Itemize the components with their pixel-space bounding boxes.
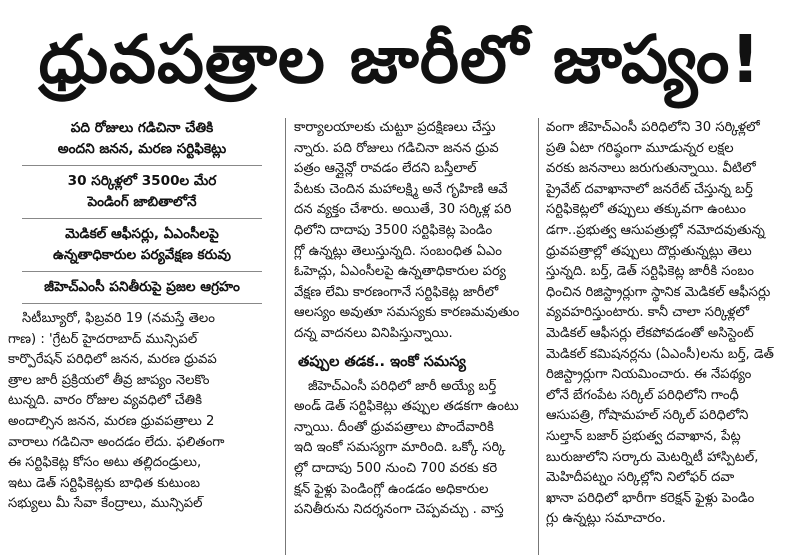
body-line: ధించిన రిజిస్ట్రార్లుగా స్థానిక మెడికల్ ఆఫీసర్లు bbox=[546, 284, 771, 300]
body-line: వేక్షణ లేమి కారణంగానే సర్టిఫికెట్ల జారీలో bbox=[294, 284, 499, 300]
deck-line: పది రోజులు గడిచినా చేతికి bbox=[70, 120, 214, 136]
body-line: ఖానా పరిధిలో భారీగా కరెక్షన్ ఫైళ్లు పెండిం bbox=[546, 490, 755, 506]
deck-separator bbox=[22, 218, 262, 219]
body-line: కార్యాలయాలకు చుట్టూ ప్రదక్షిణలు చేస్తు bbox=[294, 120, 496, 135]
body-line: సర్టిఫికెట్లలో తప్పులు తక్కువగా ఉంటుం bbox=[546, 202, 746, 218]
deck-separator bbox=[22, 165, 262, 166]
column-divider bbox=[538, 118, 539, 555]
body-line: ప్రైవేట్ దవాఖానాలో జనరేట్ చేస్తున్న బర్త్ bbox=[546, 181, 753, 197]
body-line: సుల్తాన్ బజార్ ప్రభుత్వ దవాఖాన, పేట్ల bbox=[546, 428, 741, 444]
body-line: కార్పొరేషన్ పరిధిలో జనన, మరణ ధ్రువప bbox=[8, 352, 217, 368]
body-line: వ్యవహరిస్తుంటారు. కానీ చాలా సర్కిళ్లలో bbox=[546, 305, 750, 321]
body-line: సభ్యులు మీ సేవా కేంద్రాలు, మున్సిపల్ bbox=[8, 496, 203, 512]
deck-line: అందని జనన, మరణ సర్టిఫికెట్లు bbox=[57, 141, 227, 157]
body-line: గ్లు ఉన్నట్లు సమాచారం. bbox=[546, 511, 666, 527]
body-line: మెడికల్ ఆఫీసర్లు లేకపోవడంతో అసిస్టెంట్ bbox=[546, 325, 754, 341]
body-line: గాణ) : 'గ్రేటర్ హైదరాబాద్ మున్సిపల్ bbox=[8, 331, 198, 347]
body-line: ఆసుపత్రి, గోషామహల్ సర్కిల్ పరిధిలోని bbox=[546, 408, 749, 424]
body-line: ఓహెచ్లు, ఏఎంసీలపై ఉన్నతాధికారుల పర్య bbox=[294, 264, 506, 280]
body-line: ఇది ఇంకో సమస్యగా మారింది. ఒక్కో సర్కి bbox=[294, 440, 506, 456]
body-line: సిటీబ్యూరో, ఫిబ్రవరి 19 (నమస్తే తెలం bbox=[22, 311, 215, 326]
body-line: లోనే బేగంపేట సర్కిల్ పరిధిలోని గాంధీ bbox=[546, 387, 739, 403]
body-line: న్నారు. పది రోజులు గడిచినా జనన ధ్రువ bbox=[294, 140, 499, 156]
body-line: ఆలస్యం అవుతూ సమస్యకు కారణమవుతుం bbox=[294, 305, 520, 321]
body-line: జీహెచ్ఎంసీ పరిధిలో జారీ అయ్యే బర్త్ bbox=[308, 378, 497, 394]
body-line: వారాలు గడిచినా అందడం లేదు. ఫలితంగా bbox=[8, 434, 225, 450]
body-line: దన్న వాదనలు వినిపిస్తున్నాయి. bbox=[294, 325, 453, 341]
body-line: పేటకు చెందిన మహాలక్ష్మి అనే గృహిణి ఆవే bbox=[294, 181, 508, 197]
body-line: దన వ్యక్తం చేశారు. అయితే, 30 సర్కిళ్ల పరి bbox=[294, 202, 512, 218]
body-line: త్రాల జారీ ప్రక్రియలో తీవ్ర జాప్యం నెలకొం bbox=[8, 372, 210, 388]
body-line: పనితీరును నిదర్శనంగా చెప్పవచ్చు . వాస్త bbox=[294, 502, 504, 518]
body-line: పత్రం ఆన్లైన్లో రావడం లేదని బస్తీలాల్ bbox=[294, 161, 477, 177]
body-line: రిజిస్ట్రార్లుగా నియమించారు. ఈ నేపథ్యం bbox=[546, 367, 752, 383]
body-line: ఇటు డెత్ సర్టిఫికెట్లకు బాధిత కుటుంబ bbox=[8, 475, 201, 491]
column-3 bbox=[546, 118, 796, 555]
column-1 bbox=[8, 118, 276, 555]
body-line: టున్నది. వారం రోజుల వ్యవధిలో చేతికి bbox=[8, 393, 202, 409]
body-line: డగా..ప్రభుత్వ ఆసుపత్రుల్లో నమోదవుతున్న bbox=[546, 222, 765, 238]
body-line: మెడికల్ కమిషనర్లను (ఏఎంసీ)లను బర్త్, డెత్ bbox=[546, 346, 774, 362]
column-2 bbox=[294, 118, 530, 555]
deck-line: మెడికల్ ఆఫీసర్లు, ఏఎంసీలపై bbox=[65, 226, 219, 242]
body-line: అందాల్సిన జనన, మరణ ధ్రువపత్రాలు 2 bbox=[8, 413, 215, 429]
body-line: మెహిదీపట్నం సర్కిల్లోని నిలోఫర్ దవా bbox=[546, 470, 735, 486]
body-line: అండ్ డెత్ సర్టిఫికెట్లు తప్పుల తడకగా ఉంటు bbox=[294, 399, 519, 415]
deck-line: ఉన్నతాధికారుల పర్యవేక్షణ కరువు bbox=[53, 247, 231, 263]
deck-separator bbox=[22, 271, 262, 272]
body-line: న్నాయి. దీంతో ధ్రువపత్రాలు పొందేవారికి bbox=[294, 419, 494, 435]
subheading: తప్పుల తడక.. ఇంకో సమస్య bbox=[298, 353, 466, 370]
body-line: ధ్రువపత్రాల్లో తప్పులు దొర్లుతున్నట్లు తెలు bbox=[546, 243, 752, 259]
body-line: ల్లో దాదాపు 500 నుంచి 700 వరకు కరె bbox=[294, 460, 498, 476]
body-line: గ్లో ఉన్నట్లు తెలుస్తున్నది. సంబంధిత ఏఎం bbox=[294, 243, 502, 259]
body-line: ధిలోని దాదాపు 3500 సర్టిఫికెట్ల పెండిం bbox=[294, 222, 493, 238]
deck-line: పెండింగ్ జాబితాలోనే bbox=[87, 194, 197, 210]
deck-line: జీహెచ్ఎంసీ పనితీరుపై ప్రజల ఆగ్రహం bbox=[44, 279, 240, 295]
body-line: వంగా జీహెచ్ఎంసీ పరిధిలోని 30 సర్కిళ్లలో bbox=[546, 120, 760, 135]
article-body bbox=[8, 309, 276, 515]
deck-separator bbox=[22, 303, 262, 304]
body-line: బురుజులోని సర్కారు మెటర్నిటీ హాస్పిటల్, bbox=[546, 449, 759, 465]
deck-line: 30 సర్కిళ్లలో 3500ల మేర bbox=[67, 173, 217, 189]
body-line: ప్రతి ఏటా గరిష్ఠంగా మూడున్నర లక్షల bbox=[546, 140, 734, 156]
body-line: స్తున్నది. బర్త్, డెత్ సర్టిఫికెట్ల జారీకి సంబం bbox=[546, 264, 754, 280]
body-line: క్షన్ ఫైళ్లు పెండింగ్లో ఉండడం అధికారుల bbox=[294, 481, 489, 497]
body-line: వరకు జననాలు జరుగుతున్నాయి. వీటిలో bbox=[546, 161, 756, 177]
deck-block bbox=[8, 118, 276, 304]
column-divider bbox=[285, 118, 286, 555]
headline: ధ్రువపత్రాల జారీలో జాప్యం! bbox=[38, 21, 762, 98]
body-line: ఈ సర్టిఫికెట్ల కోసం అటు తల్లిదండ్రులు, bbox=[8, 455, 202, 471]
